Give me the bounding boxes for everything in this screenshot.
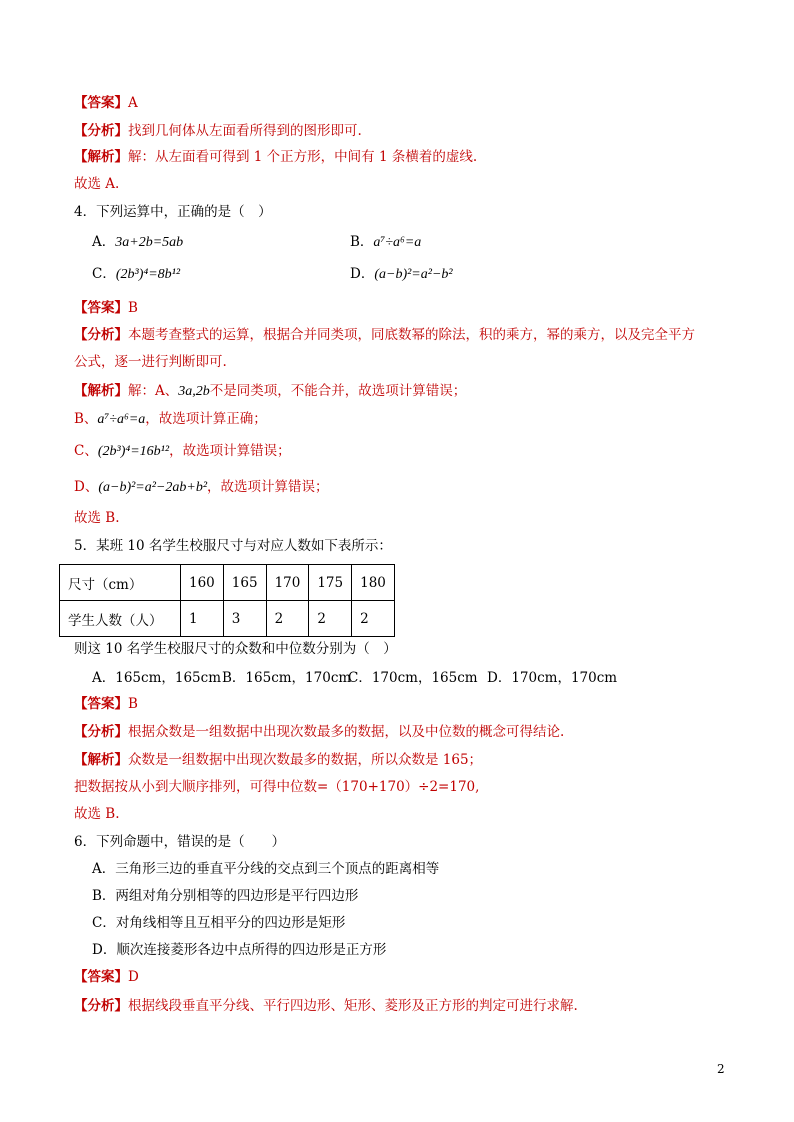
q3-solution: 解：从左面看可得到 1 个正方形，中间有 1 条横着的虚线. (128, 149, 478, 165)
answer-label: 【答案】 (74, 95, 128, 111)
q3-conclusion: 故选 A. (74, 176, 120, 192)
q5-solution-2: 把数据按从小到大顺序排列，可得中位数=（170+170）÷2=170, (74, 779, 480, 795)
size-table (59, 564, 395, 637)
q5-solution-1: 众数是一组数据中出现次数最多的数据，所以众数是 165； (128, 752, 483, 768)
q4-option-d-math: (a−b)²=a²−b² (374, 267, 453, 282)
q4-solution-b-line (74, 410, 267, 429)
q5-option-d: D．170cm，170cm (487, 670, 618, 686)
q5-answer: B (128, 696, 138, 712)
table-cell: 2 (309, 601, 352, 637)
q4-stem: 4．下列运算中，正确的是（ ） (74, 204, 272, 220)
analysis-label: 【分析】 (74, 327, 128, 343)
q4-option-b-label: B． (350, 234, 374, 250)
q5-option-a: A．165cm，165cm (92, 670, 222, 686)
q5-stem: 5．某班 10 名学生校服尺寸与对应人数如下表所示： (74, 538, 392, 554)
table-cell: 170 (266, 565, 309, 601)
q4-solution-a-line (74, 382, 466, 401)
q6-option-a: A．三角形三边的垂直平分线的交点到三个顶点的距离相等 (92, 861, 440, 877)
q4-analysis-line (74, 326, 695, 344)
analysis-label: 【分析】 (74, 998, 128, 1014)
table-row-header: 尺寸（cm） (60, 565, 181, 601)
q3-answer-line (74, 94, 138, 112)
q4-solution-d-math: (a−b)²=a²−2ab+b² (98, 480, 208, 495)
q4-solution-d-post: ，故选项计算错误； (207, 479, 329, 495)
q5-analysis: 根据众数是一组数据中出现次数最多的数据，以及中位数的概念可得结论. (128, 724, 565, 740)
q6-option-c: C．对角线相等且互相平分的四边形是矩形 (92, 915, 346, 931)
q4-solution-c-line (74, 442, 291, 461)
table-cell: 175 (309, 565, 352, 601)
q4-solution-a-math: 3a,2b (178, 384, 210, 399)
table-cell: 1 (181, 601, 224, 637)
table-cell: 3 (223, 601, 266, 637)
q4-analysis-2: 公式，逐一进行判断即可. (74, 354, 227, 370)
q4-solution-a-pre: 解：A、 (128, 383, 179, 399)
solution-label: 【解析】 (74, 149, 128, 165)
q5-solution-line (74, 751, 482, 769)
table-row (60, 601, 395, 637)
analysis-label: 【分析】 (74, 123, 128, 139)
q5-answer-line (74, 695, 138, 713)
q6-analysis-line (74, 997, 578, 1015)
q4-option-b-math: a⁷÷a⁶=a (373, 235, 422, 250)
answer-label: 【答案】 (74, 696, 128, 712)
q4-option-a-math: 3a+2b=5ab (115, 235, 184, 250)
q6-option-d: D．顺次连接菱形各边中点所得的四边形是正方形 (92, 942, 387, 958)
q3-analysis: 找到几何体从左面看所得到的图形即可. (128, 123, 362, 139)
q4-option-a-label: A． (92, 234, 116, 250)
table-cell: 160 (181, 565, 224, 601)
q4-option-c-label: C． (92, 266, 116, 282)
q4-solution-d-pre: D、 (74, 479, 99, 495)
table-cell: 165 (223, 565, 266, 601)
q6-answer-line (74, 968, 139, 986)
table-cell: 180 (352, 565, 395, 601)
q3-solution-line (74, 148, 477, 166)
q4-option-a (92, 233, 183, 252)
solution-label: 【解析】 (74, 752, 128, 768)
q4-solution-b-math: a⁷÷a⁶=a (97, 412, 146, 427)
q4-analysis-1: 本题考查整式的运算，根据合并同类项，同底数幂的除法，积的乘方，幂的乘方，以及完全平方 (128, 327, 695, 343)
page-number: 2 (717, 1062, 725, 1076)
q6-answer: D (128, 969, 139, 985)
q3-analysis-line (74, 122, 362, 140)
q4-solution-c-pre: C、 (74, 443, 98, 459)
q6-stem: 6．下列命题中，错误的是（ ） (74, 834, 286, 850)
answer-label: 【答案】 (74, 969, 128, 985)
q4-solution-b-pre: B、 (74, 411, 98, 427)
q5-option-c: C．170cm，165cm (348, 670, 478, 686)
q4-conclusion: 故选 B. (74, 510, 120, 526)
table-cell: 2 (266, 601, 309, 637)
q4-option-d (350, 265, 453, 284)
q5-conclusion: 故选 B. (74, 806, 120, 822)
q6-analysis: 根据线段垂直平分线、平行四边形、矩形、菱形及正方形的判定可进行求解. (128, 998, 578, 1014)
answer-label: 【答案】 (74, 300, 128, 316)
q4-option-c (92, 265, 180, 284)
analysis-label: 【分析】 (74, 724, 128, 740)
table-cell: 2 (352, 601, 395, 637)
q5-question: 则这 10 名学生校服尺寸的众数和中位数分别为（ ） (74, 641, 397, 657)
solution-label: 【解析】 (74, 383, 128, 399)
table-row-header: 学生人数（人） (60, 601, 181, 637)
q4-option-d-label: D． (350, 266, 375, 282)
q4-solution-c-math: (2b³)⁴=16b¹² (97, 444, 170, 459)
q5-analysis-line (74, 723, 564, 741)
q4-solution-a-post: 不是同类项，不能合并，故选项计算错误； (209, 383, 467, 399)
q4-solution-d-line (74, 478, 329, 497)
q4-solution-c-post: ，故选项计算错误； (169, 443, 291, 459)
q4-answer: B (128, 300, 138, 316)
q3-answer: A (128, 95, 138, 111)
q4-solution-b-post: ，故选项计算正确； (145, 411, 267, 427)
q4-option-c-math: (2b³)⁴=8b¹² (115, 267, 181, 282)
q6-option-b: B．两组对角分别相等的四边形是平行四边形 (92, 888, 359, 904)
q5-option-b: B．165cm，170cm (222, 670, 352, 686)
table-row (60, 565, 395, 601)
q4-option-b (350, 233, 421, 252)
q4-answer-line (74, 299, 138, 317)
